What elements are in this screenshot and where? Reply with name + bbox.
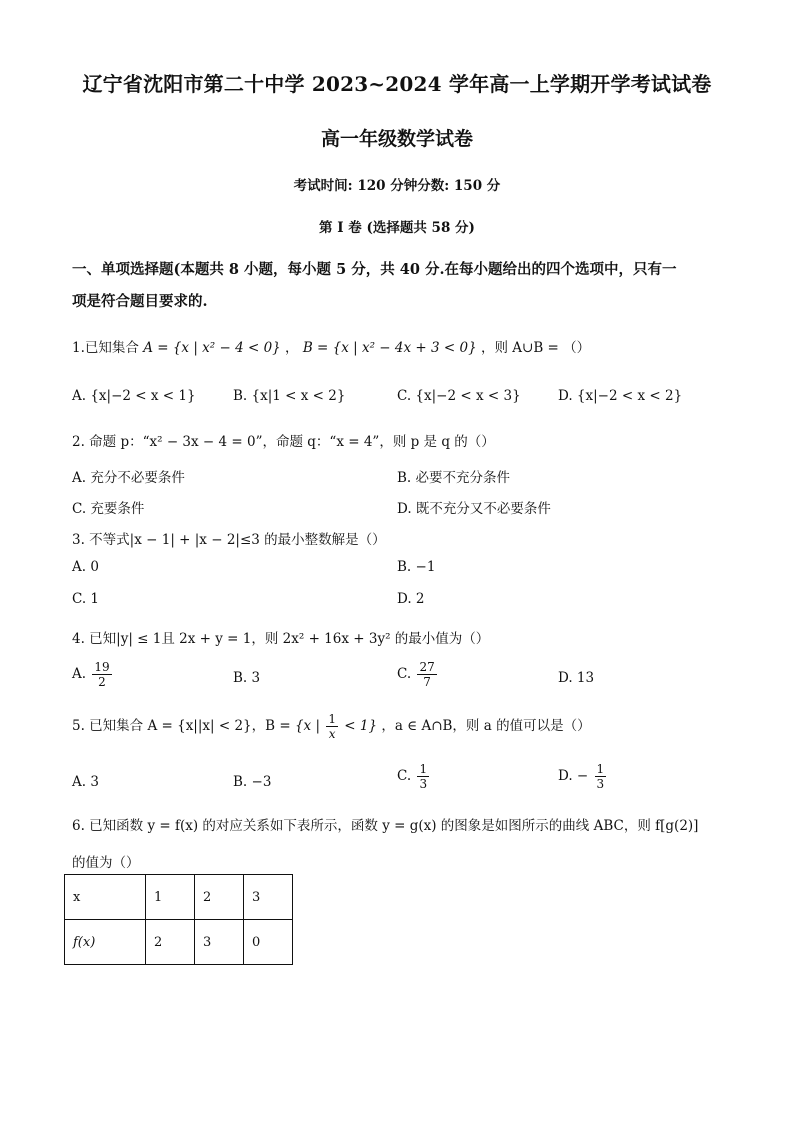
q5-option-d [558,762,608,791]
question-6-line1: 6. 已知函数 y = f(x) 的对应关系如下表所示，函数 y = g(x) 的图象是如图所示的曲线 ABC，则 f[g(2)] [72,818,699,834]
q5-option-c-fraction [417,762,429,791]
question-1 [72,336,590,356]
table-cell: 3 [195,920,244,965]
table-cell: 0 [244,920,293,965]
q5-option-d-label: D. − [558,768,589,784]
section-instruction-line2: 项是符合题目要求的. [72,293,208,310]
exam-title: 辽宁省沈阳市第二十中学 2023~2024 学年高一上学期开学考试试卷 [82,72,712,96]
q3-option-d: D. 2 [397,591,425,607]
question-4: 4. 已知|y| ≤ 1且 2x + y = 1，则 2x² + 16x + 3y² 的最小值为（） [72,631,490,647]
q5-suffix: ，a ∈ A∩B，则 a 的值可以是（） [381,718,591,734]
table-row [65,920,293,965]
q4-option-d: D. 13 [558,670,595,686]
q5-prefix: 5. 已知集合 A = {x||x| < 2}，B = [72,718,291,734]
question-3: 3. 不等式|x − 1| + |x − 2|≤3 的最小整数解是（） [72,532,386,548]
table-cell: f(x) [65,920,146,965]
q2-option-a: A. 充分不必要条件 [72,470,185,486]
function-table [64,874,293,965]
question-2: 2. 命题 p：“x² − 3x − 4 = 0”，命题 q：“x = 4”，则 p 是 q 的（） [72,434,495,450]
q1-prefix: 1.已知集合 [72,340,139,356]
q4-option-c-fraction [417,660,436,689]
table-cell: x [65,875,146,920]
q4-option-a-label: A. [72,666,87,682]
q4-option-b: B. 3 [233,670,261,686]
q1-set-a: A = {x | x² − 4 < 0} [143,340,281,356]
table-cell: 1 [146,875,195,920]
q4-option-a [72,660,114,689]
q5-option-c-label: C. [397,768,412,784]
q4-option-a-denominator: 2 [98,675,106,689]
q5-option-d-numerator: 1 [596,762,605,776]
q1-option-b: B. {x|1 < x < 2} [233,388,346,404]
q3-option-b: B. −1 [397,559,436,575]
q5-option-c-numerator: 1 [419,762,428,776]
table-cell: 3 [244,875,293,920]
exam-subtitle: 高一年级数学试卷 [320,128,473,150]
q5-set-b-denominator: x [328,727,336,741]
section-instruction-line1: 一、单项选择题(本题共 8 小题，每小题 5 分，共 40 分.在每小题给出的四个选项中，只有一 [72,261,677,278]
q4-option-a-fraction [92,660,111,689]
q5-option-c-denominator: 3 [419,777,428,791]
q5-set-b-right: < 1} [344,718,378,734]
q4-option-c-label: C. [397,666,412,682]
question-5 [72,712,591,741]
q5-set-b-numerator: 1 [328,712,336,726]
q4-option-c-denominator: 7 [423,675,431,689]
table-cell: 2 [146,920,195,965]
q2-option-d: D. 既不充分又不必要条件 [397,501,551,517]
q5-option-d-fraction [595,762,607,791]
q1-comma: ， [285,340,299,356]
q1-set-b: B = {x | x² − 4x + 3 < 0} [302,340,477,356]
question-6-line2: 的值为（） [72,855,140,871]
exam-meta: 考试时间: 120 分钟分数: 150 分 [293,178,501,194]
q2-option-b: B. 必要不充分条件 [397,470,511,486]
q1-suffix: ，则 A∪B = （） [480,340,591,356]
q1-option-c: C. {x|−2 < x < 3} [397,388,521,404]
q5-set-b-fraction [326,712,338,741]
table-row [65,875,293,920]
q5-option-a: A. 3 [72,774,99,790]
q4-option-a-numerator: 19 [94,660,110,674]
q5-option-c [397,762,431,791]
q5-option-d-denominator: 3 [596,777,605,791]
q4-option-c-numerator: 27 [419,660,435,674]
q3-option-c: C. 1 [72,591,100,607]
q4-option-c [397,660,439,689]
q5-set-b-left: {x | [294,718,321,734]
part-heading: 第 I 卷 (选择题共 58 分) [319,220,475,236]
q2-option-c: C. 充要条件 [72,501,145,517]
q5-option-b: B. −3 [233,774,272,790]
table-cell: 2 [195,875,244,920]
q1-option-d: D. {x|−2 < x < 2} [558,388,683,404]
q3-option-a: A. 0 [72,559,99,575]
q1-option-a: A. {x|−2 < x < 1} [72,388,196,404]
